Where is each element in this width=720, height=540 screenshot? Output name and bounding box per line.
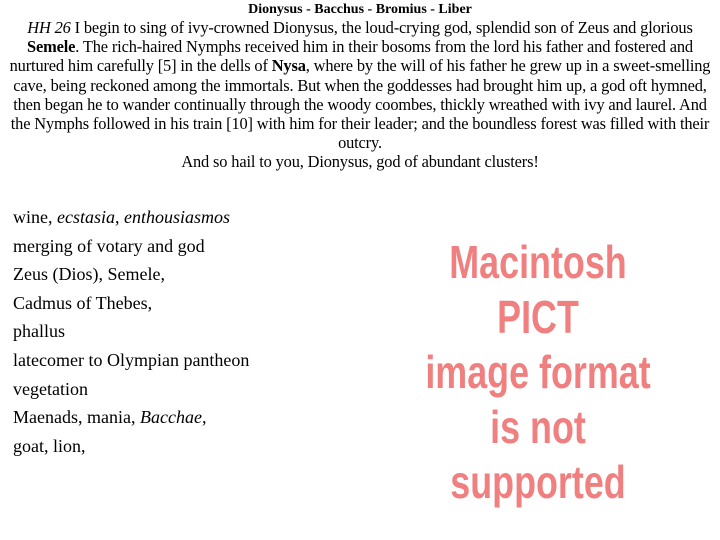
list-item: phallus bbox=[13, 321, 65, 342]
list-item-term-enthousiasmos: enthousiasmos bbox=[124, 207, 231, 227]
list-item: merging of votary and god bbox=[13, 235, 205, 256]
hymn-text-part-3: , where by the will of his father he grew up in a sweet-smelling cave, being reckoned among the immortals. But when the goddesses had brought him up, a god oft hymned, then began he to wander continually through the woody coombes, thickly wreathed with ivy and laurel. And the Nymphs followed in his train [10] with him for their leader; and the boundless forest was filled with their outcry. bbox=[10, 56, 711, 153]
list-item-term-ecstasia: ecstasia bbox=[57, 207, 115, 227]
list-item: latecomer to Olympian pantheon bbox=[13, 349, 250, 370]
hymn-text-part-1: I begin to sing of ivy-crowned Dionysus, the loud-crying god, splendid son of Zeus and glorious bbox=[70, 18, 693, 37]
hymn-closing: And so hail to you, Dionysus, god of abundant clusters! bbox=[181, 152, 539, 172]
list-item: Zeus (Dios), Semele, bbox=[13, 264, 165, 285]
list-item bbox=[13, 203, 343, 232]
name-nysa: Nysa bbox=[271, 56, 306, 76]
list-item: goat, lion, bbox=[13, 435, 86, 456]
hymn-text bbox=[4, 18, 716, 172]
list-item-text: wine, bbox=[13, 207, 57, 227]
list-item-term-bacchae: Bacchae bbox=[139, 407, 202, 428]
hymn-reference: HH 26 bbox=[27, 18, 71, 37]
unsupported-image-message: Macintosh PICT image format is not supported bbox=[425, 235, 651, 508]
topic-list bbox=[13, 203, 343, 460]
slide-title: Dionysus - Bacchus - Bromius - Liber bbox=[248, 2, 472, 17]
unsupported-image-placeholder bbox=[380, 235, 696, 508]
list-item: vegetation bbox=[13, 378, 88, 399]
list-item-separator: , bbox=[201, 407, 207, 428]
name-semele: Semele bbox=[27, 37, 76, 57]
hymn-text-part-2: . The rich-haired Nymphs received him in their bosoms from the lord his father and fostered and nurtured him carefully [5] in the dells of bbox=[9, 37, 693, 76]
list-item: Cadmus of Thebes, bbox=[13, 292, 153, 313]
list-item-separator: , bbox=[115, 207, 124, 227]
list-item-text: Maenads, mania, bbox=[13, 407, 140, 428]
list-item bbox=[13, 403, 343, 432]
